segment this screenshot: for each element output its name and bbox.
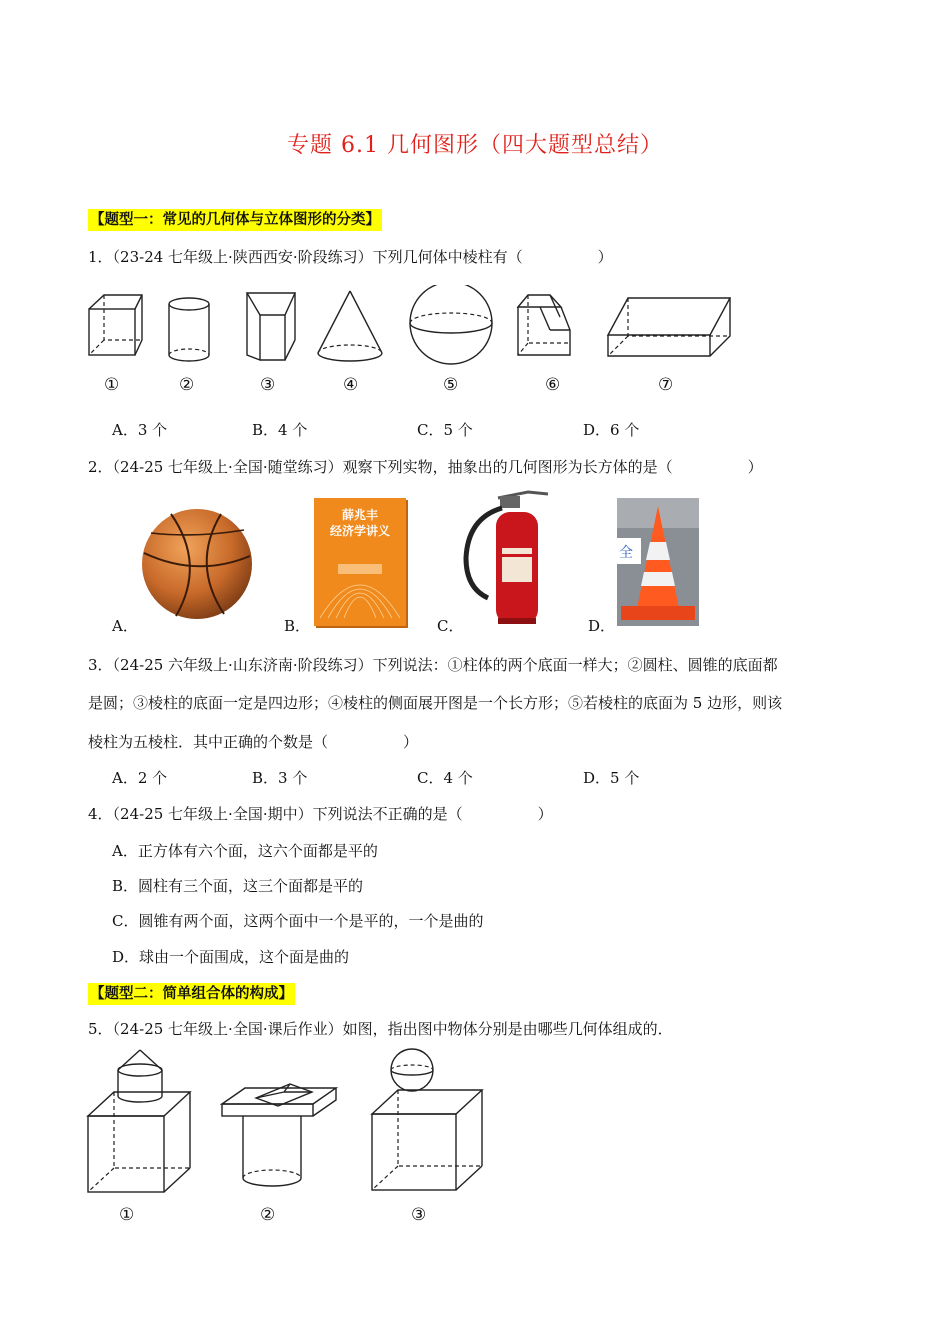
- q3-option-d: D．5 个: [583, 769, 640, 787]
- book-cover-pattern: [320, 542, 400, 618]
- fire-extinguisher-image: [458, 488, 558, 628]
- shape-label-6: ⑥: [545, 375, 561, 395]
- figure-3-sphere-cube: [372, 1049, 482, 1190]
- section-heading-1: 【题型一：常见的几何体与立体图形的分类】: [88, 209, 382, 231]
- figure-label-3: ③: [411, 1205, 427, 1225]
- q2-option-c: C．: [437, 617, 464, 635]
- cylinder-shape: [169, 298, 209, 361]
- figure-1-cone-cylinder-cube: [88, 1050, 190, 1192]
- q2-option-d: D．: [588, 617, 616, 635]
- question-5-text: 5．（24-25 七年级上·全国·课后作业）如图，指出图中物体分别是由哪些几何体组成的．: [88, 1020, 673, 1038]
- sphere-shape: [410, 285, 492, 364]
- shape-label-1: ①: [104, 375, 120, 395]
- oblique-prism-shape: [608, 298, 730, 356]
- question-2-text: 2．（24-25 七年级上·全国·随堂练习）观察下列实物，抽象出的几何图形为长方体的是（ ）: [88, 458, 763, 476]
- q1-option-c: C．5 个: [417, 421, 473, 439]
- question-1-text: 1．（23-24 七年级上·陕西西安·阶段练习）下列几何体中棱柱有（ ）: [88, 248, 613, 266]
- traffic-cone-image: [617, 498, 699, 626]
- section-heading-2: 【题型二：简单组合体的构成】: [88, 983, 295, 1005]
- cube-shape: [89, 295, 142, 355]
- figure-label-2: ②: [260, 1205, 276, 1225]
- page-title: 专题 6.1 几何图形（四大题型总结）: [287, 133, 663, 158]
- question-4-text: 4．（24-25 七年级上·全国·期中）下列说法不正确的是（ ）: [88, 805, 553, 823]
- question-5-figures: [80, 1048, 500, 1198]
- shape-label-4: ④: [343, 375, 359, 395]
- pentagonal-prism-shape: [518, 295, 570, 355]
- question-3-line-1: 3．（24-25 六年级上·山东济南·阶段练习）下列说法：①柱体的两个底面一样大；②圆柱、圆锥的底面都: [88, 656, 778, 674]
- basketball-image: [136, 508, 258, 620]
- q3-option-c: C．4 个: [417, 769, 473, 787]
- q3-option-a: A．2 个: [112, 769, 168, 787]
- q1-option-b: B．4 个: [252, 421, 308, 439]
- q4-option-a: A．正方体有六个面，这六个面都是平的: [112, 842, 378, 860]
- q4-option-b: B．圆柱有三个面，这三个面都是平的: [112, 877, 364, 895]
- question-1-shapes: [80, 285, 750, 365]
- q1-option-d: D．6 个: [583, 421, 640, 439]
- cone-sign-label: 全: [619, 545, 633, 561]
- question-3-line-3: 棱柱为五棱柱．其中正确的个数是（ ）: [88, 733, 419, 751]
- q1-option-a: A．3 个: [112, 421, 168, 439]
- shape-label-2: ②: [179, 375, 195, 395]
- book-title-line-2: 经济学讲义: [329, 524, 390, 538]
- book-image: [314, 498, 406, 626]
- q2-option-a: A．: [112, 617, 138, 635]
- shape-label-7: ⑦: [658, 375, 674, 395]
- q3-option-b: B．3 个: [252, 769, 308, 787]
- q4-option-c: C．圆锥有两个面，这两个面中一个是平的，一个是曲的: [112, 912, 484, 930]
- q2-option-b: B．: [284, 617, 311, 635]
- figure-label-1: ①: [119, 1205, 135, 1225]
- shape-label-3: ③: [260, 375, 276, 395]
- cone-shape: [318, 291, 382, 361]
- book-title-line-1: 薛兆丰: [341, 508, 378, 522]
- question-3-line-2: 是圆；③棱柱的底面一定是四边形；④棱柱的侧面展开图是一个长方形；⑤若棱柱的底面为 5 边形，则该: [88, 694, 783, 712]
- q4-option-d: D．球由一个面围成，这个面是曲的: [112, 948, 350, 966]
- figure-2-prism-slab-cylinder: [222, 1084, 336, 1186]
- shape-label-5: ⑤: [443, 375, 459, 395]
- trapezoid-prism-shape: [247, 293, 295, 360]
